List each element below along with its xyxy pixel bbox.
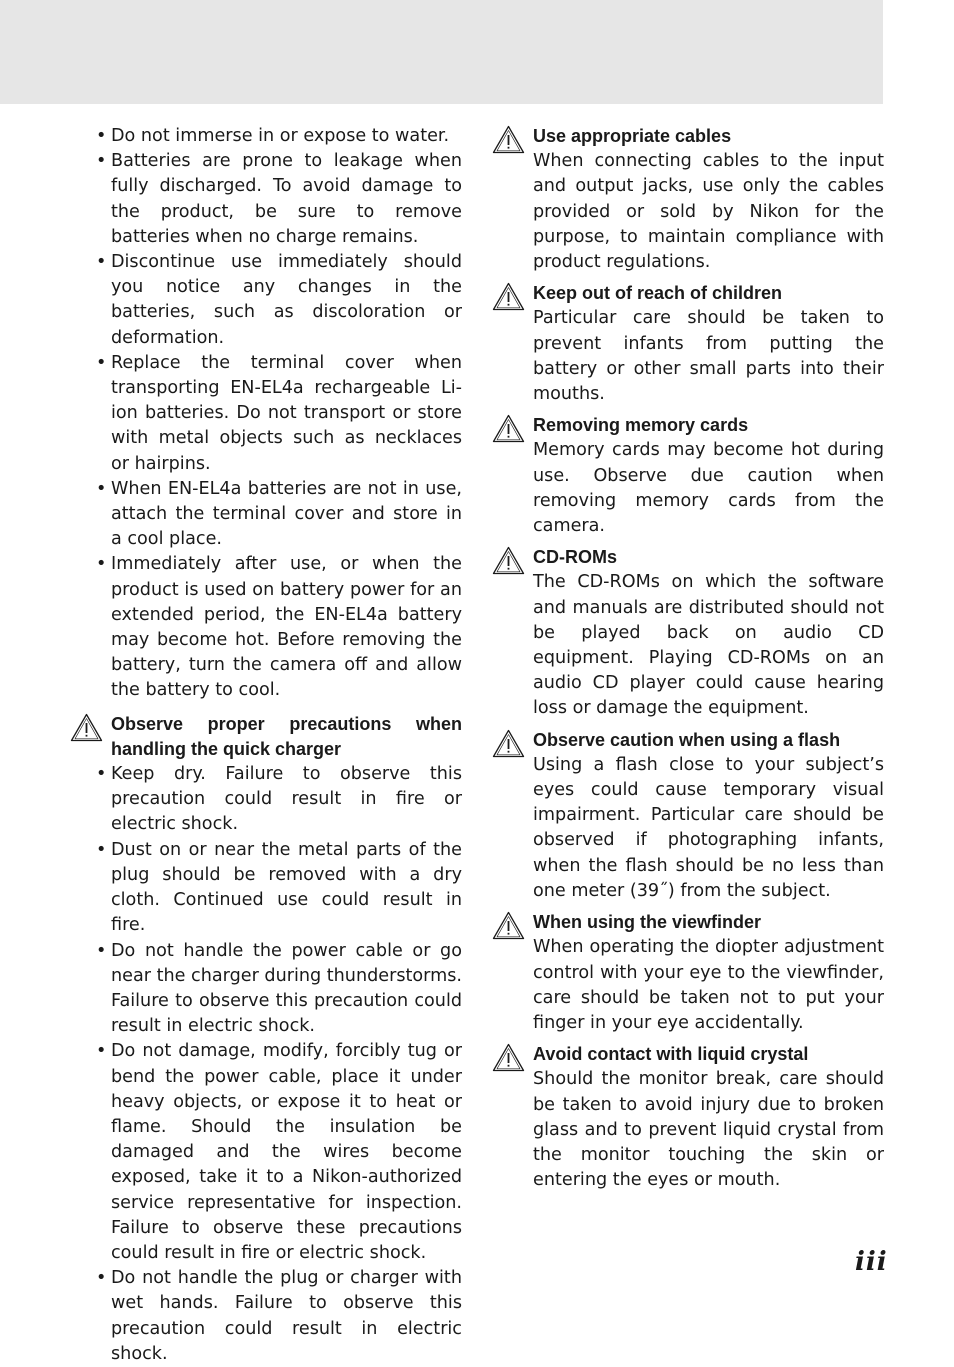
warning-triangle-icon <box>492 125 525 154</box>
list-item: • Do not immerse in or expose to water. <box>70 124 462 149</box>
section-body: Memory cards may become hot during use. Observe due caution when removing memory cards from the camera. <box>533 440 884 537</box>
list-item: • When EN-EL4a batteries are not in use, attach the terminal cover and store in a cool place. <box>70 477 462 553</box>
header-band <box>0 0 883 104</box>
warning-triangle-icon <box>492 546 525 575</box>
list-item: • Do not damage, modify, forcibly tug or bend the power cable, place it under heavy objects, or expose it to heat or flame. Should the insulation be damaged and the wires become exposed, take it to a Nikon-authorized service representative for inspection. Failure to observe these precautions could result in fire or electric shock. <box>70 1039 462 1266</box>
warning-triangle-icon <box>492 911 525 940</box>
list-item: • Keep dry. Failure to observe this precaution could result in fire or electric shock. <box>70 762 462 838</box>
section-title: Avoid contact with liquid crystal <box>533 1044 809 1065</box>
charger-precautions-section <box>70 712 462 1367</box>
memory-cards-section <box>492 413 884 539</box>
list-item: • Replace the terminal cover when transporting EN-EL4a rechargeable Li-ion batteries. Do not transport or store with metal objects such as necklaces or hairpins. <box>70 351 462 477</box>
section-title: Observe caution when using a flash <box>533 729 841 750</box>
cables-section <box>492 124 884 275</box>
page-number: iii <box>855 1247 888 1277</box>
battery-precautions-list <box>70 124 462 704</box>
section-title: Keep out of reach of children <box>533 283 783 304</box>
section-title: Removing memory cards <box>533 415 749 436</box>
list-item: • Discontinue use immediately should you notice any changes in the batteries, such as discoloration or deformation. <box>70 250 462 351</box>
section-title: When using the viewfinder <box>533 912 762 933</box>
liquid-crystal-section <box>492 1042 884 1193</box>
list-item: • Immediately after use, or when the product is used on battery power for an extended period, the EN-EL4a battery may become hot. Before removing the battery, turn the camera off and allow the battery to cool. <box>70 552 462 703</box>
section-body: The CD-ROMs on which the software and manuals are distributed should not be played back on audio CD equipment. Playing CD-ROMs on an audio CD player could cause hearing loss or damage the equipment. <box>533 572 884 719</box>
right-column <box>492 124 884 1199</box>
warning-triangle-icon <box>492 729 525 758</box>
warning-triangle-icon <box>492 282 525 311</box>
warning-triangle-icon <box>492 1043 525 1072</box>
viewfinder-section <box>492 910 884 1036</box>
section-body: Using a flash close to your subject’s eyes could cause temporary visual impairment. Particular care should be observed if photographing infants, when the flash should be no less than one meter (39˝) from the subject. <box>533 754 884 901</box>
cd-roms-section <box>492 545 884 721</box>
warning-triangle-icon <box>70 713 103 742</box>
list-item: • Do not handle the power cable or go near the charger during thunderstorms. Failure to observe this precaution could result in electric shock. <box>70 939 462 1040</box>
warning-triangle-icon <box>492 414 525 443</box>
section-title: Observe proper precautions when handling the quick charger <box>111 713 462 759</box>
children-section <box>492 281 884 407</box>
section-body: When operating the diopter adjustment control with your eye to the viewfinder, care should be taken not to put your finger in your eye accidentally. <box>533 937 884 1033</box>
section-title: CD-ROMs <box>533 547 617 568</box>
section-body: Particular care should be taken to prevent infants from putting the battery or other small parts into their mouths. <box>533 308 884 405</box>
section-body: When connecting cables to the input and output jacks, use only the cables provided or sold by Nikon for the purpose, to maintain compliance with product regulations. <box>533 151 884 273</box>
charger-precautions-list <box>70 762 462 1367</box>
list-item: • Do not handle the plug or charger with wet hands. Failure to observe this precaution could result in electric shock. <box>70 1266 462 1367</box>
section-body: Should the monitor break, care should be taken to avoid injury due to broken glass and to prevent liquid crystal from the monitor touching the skin or entering the eyes or mouth. <box>533 1069 884 1191</box>
flash-section <box>492 728 884 904</box>
left-column <box>70 124 462 1367</box>
list-item: • Dust on or near the metal parts of the plug should be removed with a dry cloth. Continued use could result in fire. <box>70 838 462 939</box>
section-title: Use appropriate cables <box>533 126 732 146</box>
list-item: • Batteries are prone to leakage when fully discharged. To avoid damage to the product, be sure to remove batteries when no charge remains. <box>70 149 462 250</box>
